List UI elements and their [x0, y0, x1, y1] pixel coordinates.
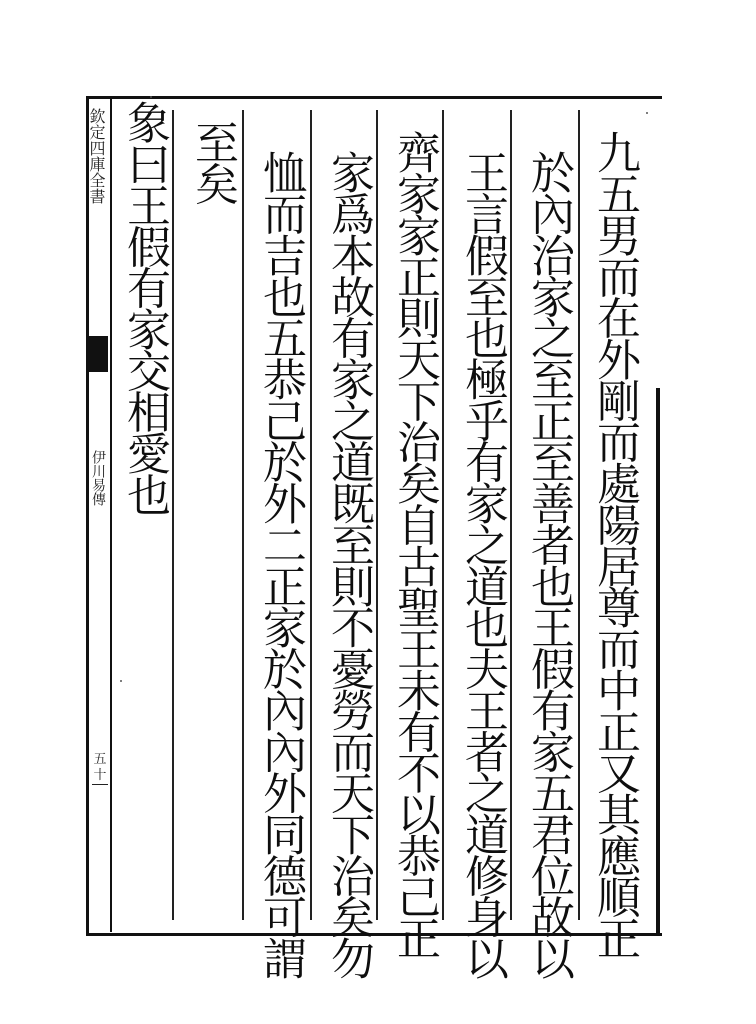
column-rule — [510, 110, 512, 920]
fish-tail-mark — [88, 336, 108, 372]
text-column-3: 王言假至也極乎有家之道也夫王者之道修身以 — [457, 150, 508, 978]
column-rule — [578, 110, 580, 920]
ink-speck — [150, 96, 152, 98]
text-column-1: 九五男而在外剛而處陽居尊而中正又其應順正 — [589, 130, 640, 958]
text-column-5: 家爲本故有家之道既至則不憂勞而天下治矣勿 — [323, 150, 374, 978]
text-column-2: 於內治家之至正至善者也王假有家五君位故以 — [523, 150, 574, 978]
column-rule — [376, 110, 378, 920]
margin-page-number: 五十 — [93, 752, 107, 783]
ink-speck — [120, 680, 122, 682]
column-rule — [442, 110, 444, 920]
text-column-6: 恤而吉也五恭己於外二正家於內內外同德可謂 — [255, 150, 306, 978]
margin-book-title: 欽定四庫全書 — [87, 108, 106, 204]
margin-strip — [86, 98, 112, 932]
frame-right-border — [656, 388, 660, 933]
ink-speck — [646, 112, 648, 114]
column-rule — [172, 110, 174, 920]
margin-work-title: 伊川易傳 — [90, 450, 106, 506]
text-column-4: 齊家家正則天下治矣自古聖王未有不以恭己正 — [389, 130, 440, 958]
column-rule — [310, 110, 312, 920]
text-column-7: 至矣 — [187, 120, 238, 203]
column-rule — [242, 110, 244, 920]
text-column-8: 象曰王假有家交相愛也 — [119, 100, 170, 514]
